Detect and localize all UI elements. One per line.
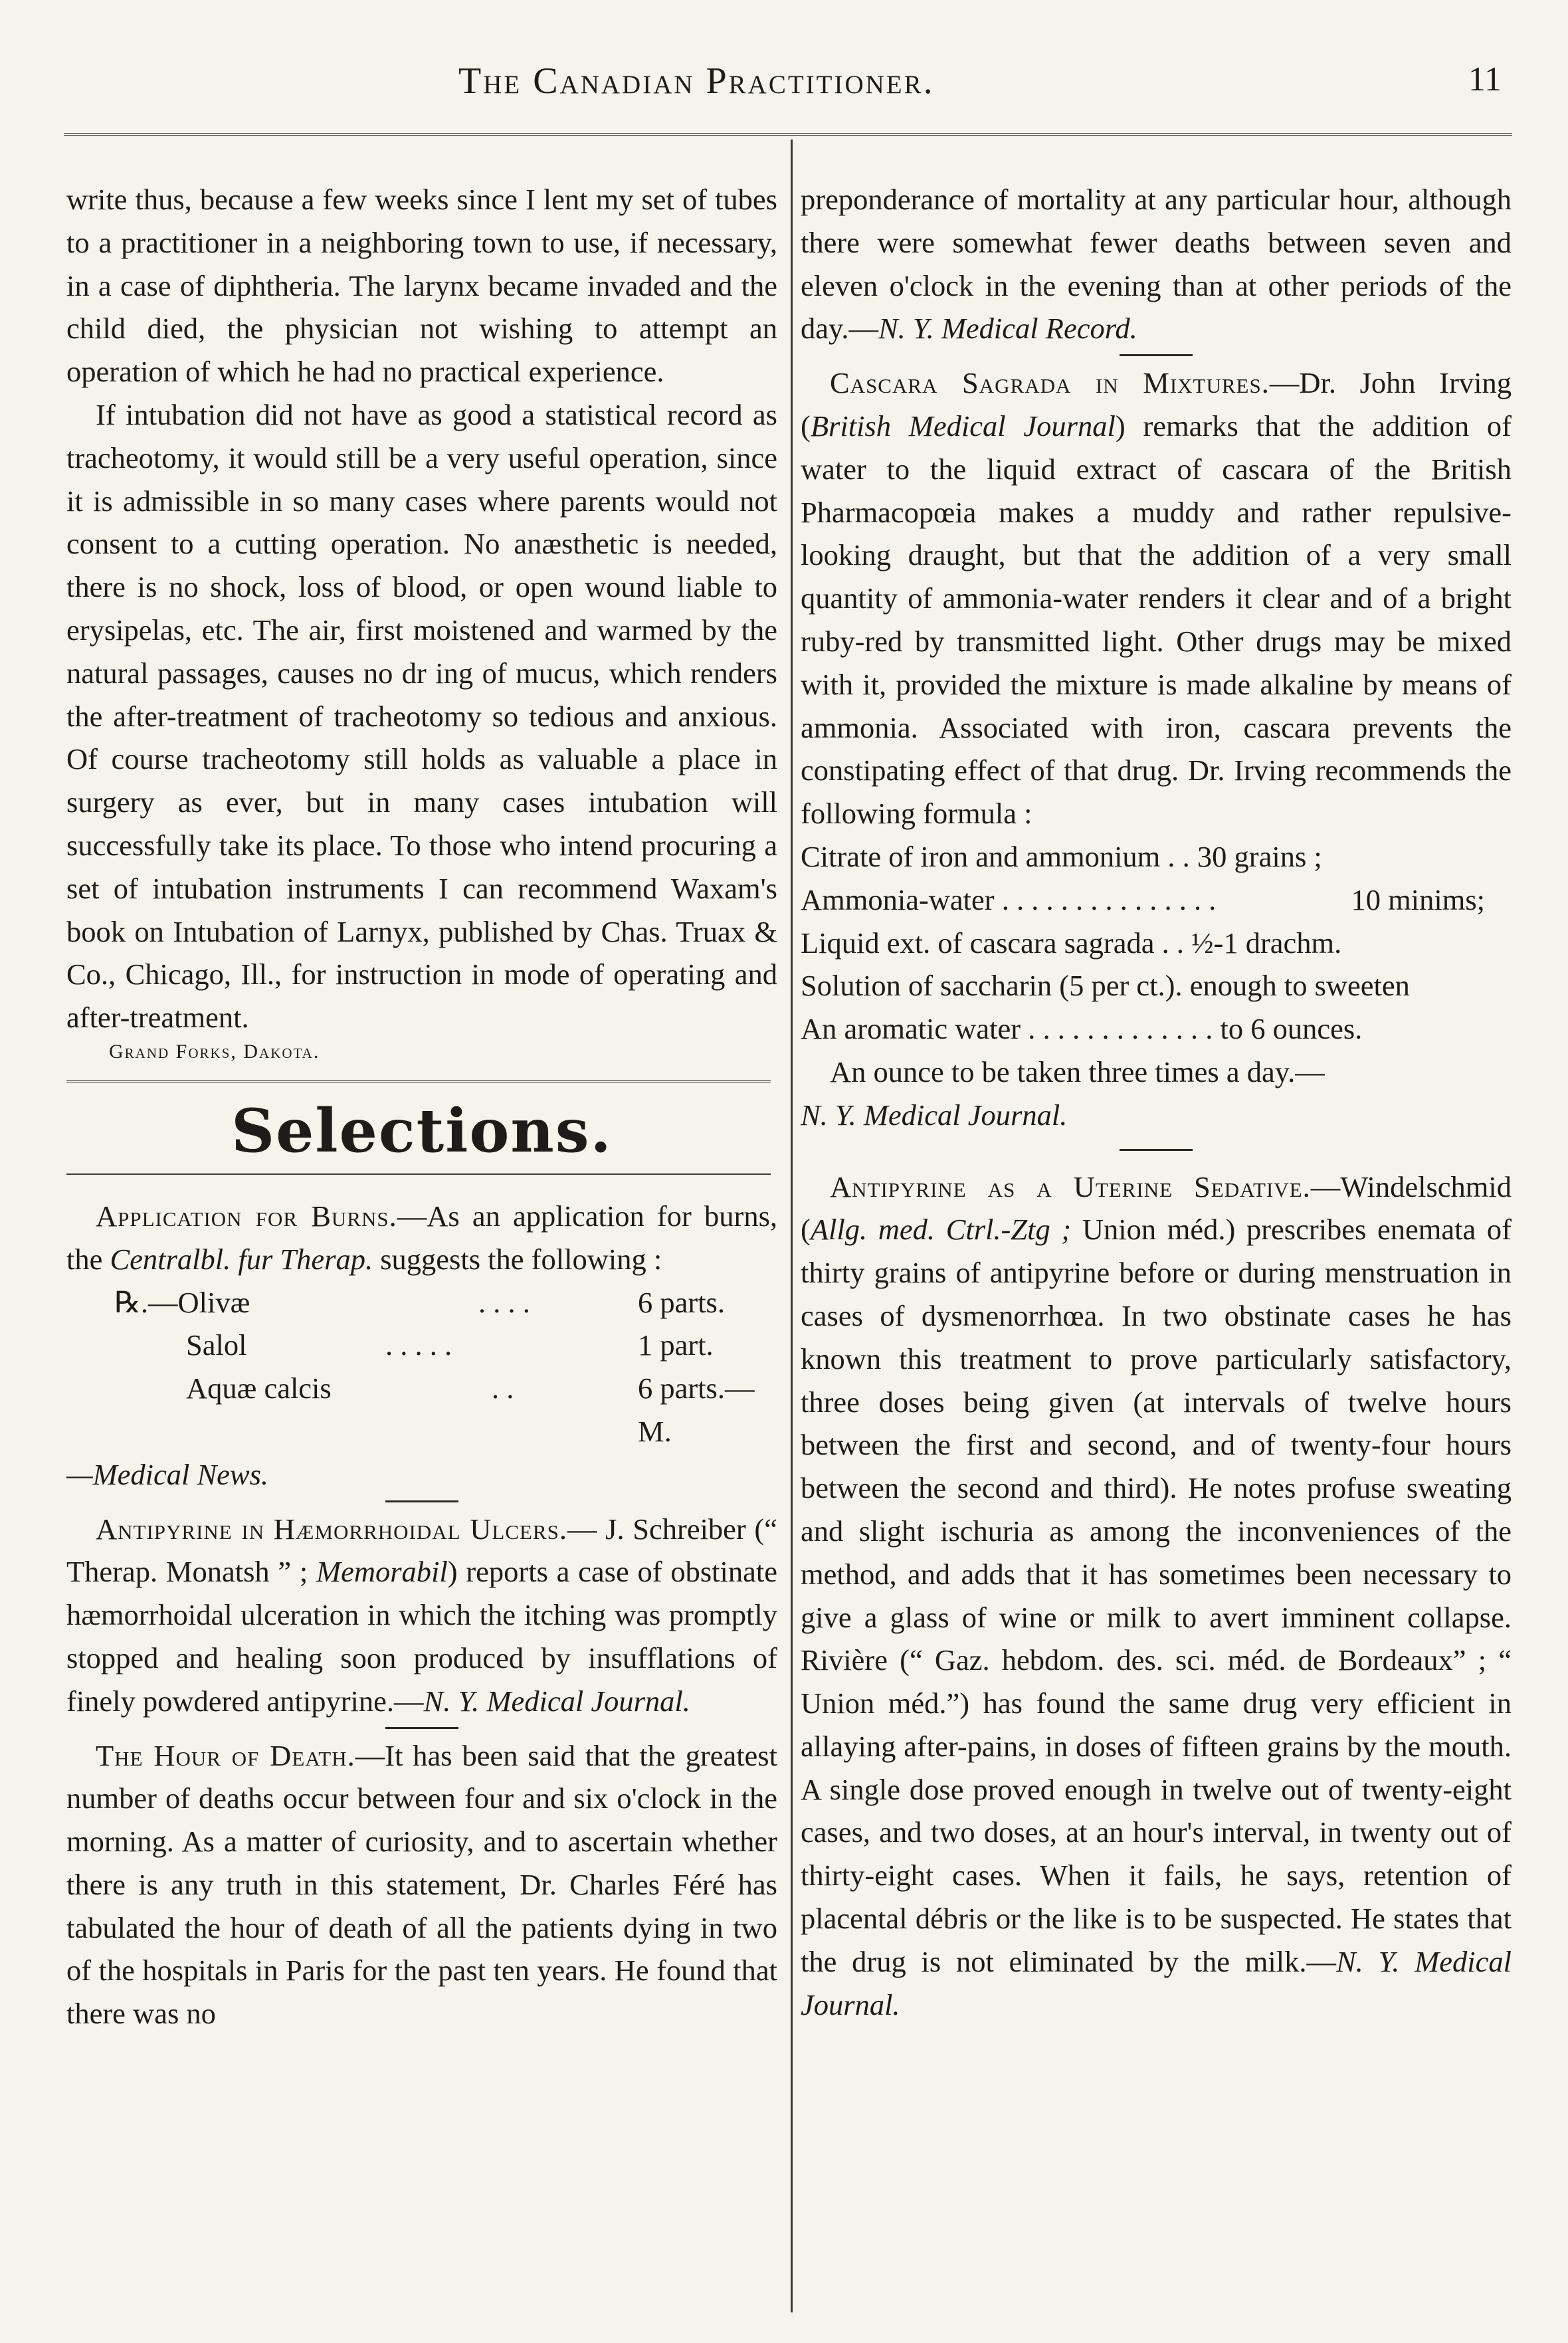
article-separator xyxy=(385,1727,458,1729)
burns-prescription xyxy=(66,1281,777,1453)
burns-credit-text: —Medical News. xyxy=(66,1457,269,1491)
hour-text: —It has been said that the greatest number of deaths occur between four and six o'clock in the morning. As a matter of curiosity, and to ascertain whether there is any truth in this statement, Dr. Charles Féré has tabulated the hour of death of all the patients dying in two of the hospitals in Paris for the past ten years. He found that there was no xyxy=(66,1738,777,2031)
ulcers-text-a: — J. Schreiber (“ Therap. Monatsh ” ; xyxy=(66,1512,777,1589)
ulcers-source: Memorabil xyxy=(316,1555,448,1589)
uterine-text-a: —Windelschmid ( xyxy=(801,1170,1512,1247)
cascara-source: British Medical Journal xyxy=(810,409,1116,443)
formula-qty: 10 minims; xyxy=(1351,882,1485,916)
hour-heading: The Hour of Death. xyxy=(96,1738,355,1772)
ulcers-text-b: ) reports a case of obstinate hæmorrhoidal ulceration in which the itching was promptly stopped and healing soon produced by insufflations of finely powdered antipyrine.— xyxy=(66,1555,777,1718)
burns-article xyxy=(66,1195,777,1281)
formula-line xyxy=(801,922,1512,965)
cascara-heading: Cascara Sagrada in Mixtures. xyxy=(830,366,1270,400)
formula-item: Liquid ext. of cascara sagrada . . ½-1 drachm. xyxy=(801,926,1342,960)
formula-line xyxy=(801,835,1512,878)
ulcers-article xyxy=(66,1508,777,1723)
rx-amount: 1 part. xyxy=(638,1328,714,1362)
cascara-text-b: ) remarks that the addition of water to the liquid extract of cascara of the British Pharmacopœia makes a muddy and rather repulsive-looking draught, but that the addition of a very small quantity of ammonia-water renders it clear and of a bright ruby-red by transmitted light. Other drugs may be mixed with it, provided the mixture is made alkaline by means of ammonia. Associated with iron, cascara prevents the constipating effect of that drug. Dr. Irving recommends the following formula : xyxy=(801,409,1512,831)
rx-amount: 6 parts.—M. xyxy=(638,1372,755,1448)
hour-article xyxy=(66,1734,777,2036)
cascara-formula xyxy=(801,835,1512,1051)
rx-row xyxy=(66,1367,777,1453)
section-title: Selections. xyxy=(231,1095,613,1166)
article-separator xyxy=(1120,354,1193,356)
cascara-dose xyxy=(801,1051,1512,1137)
rx-dots: . . . . . xyxy=(385,1328,452,1362)
formula-item: Ammonia-water . . . . . . . . . . . . . . . xyxy=(801,882,1217,916)
rx-row xyxy=(66,1281,777,1324)
burns-credit xyxy=(66,1453,777,1496)
rx-dots: . . . . xyxy=(478,1285,530,1319)
burns-source: Centralbl. fur Therap. xyxy=(110,1242,373,1276)
page-number: 11 xyxy=(1468,60,1502,98)
article-separator xyxy=(385,1500,458,1502)
rx-amount: 6 parts. xyxy=(638,1285,726,1319)
section-rule-top xyxy=(66,1080,771,1082)
uterine-text-b: Union méd.) prescribes enemata of thirty grains of antipyrine before or during menstruation in cases of dysmenorrhœa. In two obstinate cases he has known this treatment to prove particularly satisfactory, three doses being given (at intervals of twelve hours between the first and second, and of twenty-four hours between the second and third). He notes profuse sweating and slight ischuria as among the inconveniences of the method, and adds that it has sometimes been necessary to give a glass of wine or milk to avert imminent collapse. Rivière (“ Gaz. hebdom. des. sci. méd. de Bordeaux” ; “ Union méd.”) has found the same drug very efficient in allaying after-pains, in doses of fifteen grains by the mouth. A single dose proved enough in twelve out of twenty-eight cases, and two doses, at an hour's interval, in twenty out of thirty-eight cases. When it fails, he says, retention of placental débris or the like is to be suspected. He states that the drug is not eliminated by the milk.— xyxy=(801,1213,1512,1978)
rx-ingredient: Aquæ calcis xyxy=(186,1372,332,1405)
uterine-article xyxy=(801,1166,1512,2027)
burns-text-a: —As an application for burns, the xyxy=(66,1199,778,1276)
header-rule xyxy=(64,133,1512,136)
rx-ingredient: ℞.—Olivæ xyxy=(114,1285,250,1319)
cascara-article xyxy=(801,361,1512,835)
rx-ingredient: Salol xyxy=(186,1328,247,1362)
formula-item: Solution of saccharin (5 per ct.). enough to sweeten xyxy=(801,969,1410,1003)
page-header xyxy=(0,33,1568,113)
ulcers-credit: N. Y. Medical Journal. xyxy=(423,1684,690,1718)
rx-dots: . . xyxy=(492,1372,514,1405)
hour-continued-text: preponderance of mortality at any particular hour, although there were somewhat fewer deaths between seven and eleven o'clock in the evening than at other periods of the day.— xyxy=(801,183,1512,346)
burns-text-b: suggests the following : xyxy=(373,1242,662,1276)
uterine-source: Allg. med. Ctrl.-Ztg ; xyxy=(810,1213,1072,1247)
intubation-paragraph-end: write thus, because a few weeks since I lent my set of tubes to a practitioner in a neighboring town to use, if necessary, in a case of diphtheria. The larynx became invaded and the child died, the physician not wishing to attempt an operation of which he had no practical experience. xyxy=(66,183,777,389)
formula-item: An aromatic water . . . . . . . . . . . . . to 6 ounces. xyxy=(801,1012,1363,1046)
formula-item: Citrate of iron and ammonium . . 30 grains ; xyxy=(801,839,1322,873)
right-column xyxy=(801,178,1512,2026)
intubation-paragraph: If intubation did not have as good a statistical record as tracheotomy, it would still be a very useful operation, since it is admissible in so many cases where parents would not consent to a cutting operation. No anæsthetic is needed, there is no shock, loss of blood, or open wound liable to erysipelas, etc. The air, first moistened and warmed by the natural passages, causes no dr ing of mucus, which renders the after-treatment of tracheotomy so tedious and anxious. Of course tracheotomy still holds as valuable a place in surgery as ever, but in many cases intubation will successfully take its place. To those who intend procuring a set of intubation instruments I can recommend Waxam's book on Intubation of Larnyx, published by Chas. Truax & Co., Chicago, Ill., for instruction in mode of operating and after-treatment. xyxy=(66,397,777,1035)
hour-credit: N. Y. Medical Record. xyxy=(878,312,1137,346)
cascara-dose-text: An ounce to be taken three times a day.— xyxy=(830,1055,1325,1088)
ulcers-heading: Antipyrine in Hæmorrhoidal Ulcers. xyxy=(96,1512,567,1546)
cascara-credit: N. Y. Medical Journal. xyxy=(801,1098,1068,1132)
cascara-text-a: —Dr. John Irving ( xyxy=(801,366,1512,443)
burns-heading: Application for Burns. xyxy=(96,1199,397,1233)
section-rule-bottom xyxy=(66,1173,771,1175)
article-separator xyxy=(1120,1149,1193,1151)
formula-line xyxy=(801,964,1512,1007)
formula-line xyxy=(801,878,1512,922)
column-divider xyxy=(791,140,793,2312)
author-location: Grand Forks, Dakota. xyxy=(109,1040,320,1063)
left-column xyxy=(66,178,777,2035)
hour-article-continued xyxy=(801,178,1512,350)
running-title: The Canadian Practitioner. xyxy=(458,60,935,102)
formula-line xyxy=(801,1007,1512,1051)
rx-row xyxy=(66,1324,777,1367)
uterine-credit: N. Y. Medical Journal. xyxy=(801,1944,1512,2021)
uterine-heading: Antipyrine as a Uterine Sedative. xyxy=(830,1170,1311,1203)
